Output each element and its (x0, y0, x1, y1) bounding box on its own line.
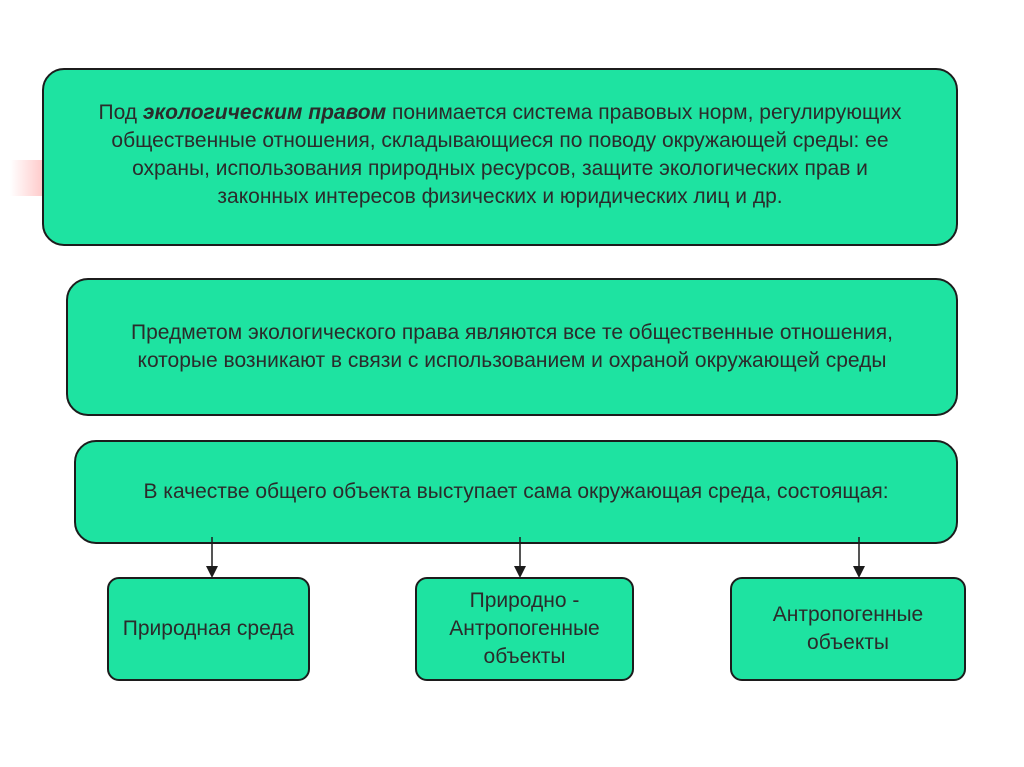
natural-anthropogenic-box (415, 577, 634, 681)
definition-rest: понимается система правовых норм, регулирующих общественные отношения, складывающиеся по поводу окружающей среды: ее охраны, использования природных ресурсов, защите экологических прав и законных интересов физических и юридических лиц и др. (111, 101, 902, 208)
object-text: В качестве общего объекта выступает сама окружающая среда, состоящая: (143, 480, 889, 503)
natural-anthropogenic-label: Природно - Антропогенные объекты (449, 589, 600, 668)
anthropogenic-objects-label: Антропогенные объекты (772, 603, 924, 654)
object-box (74, 440, 958, 544)
natural-environment-label: Природная среда (122, 617, 295, 640)
subject-box (66, 278, 958, 416)
definition-term: экологическим правом (142, 101, 387, 124)
definition-box (42, 68, 958, 246)
definition-prefix: Под (98, 101, 143, 124)
subject-text: Предметом экологического права являются все те общественные отношения, которые возникают в связи с использованием и охраной окружающей среды (130, 321, 893, 372)
definition-text (84, 99, 916, 211)
anthropogenic-objects-box (730, 577, 966, 681)
natural-environment-box (107, 577, 310, 681)
accent-bar (10, 160, 46, 196)
